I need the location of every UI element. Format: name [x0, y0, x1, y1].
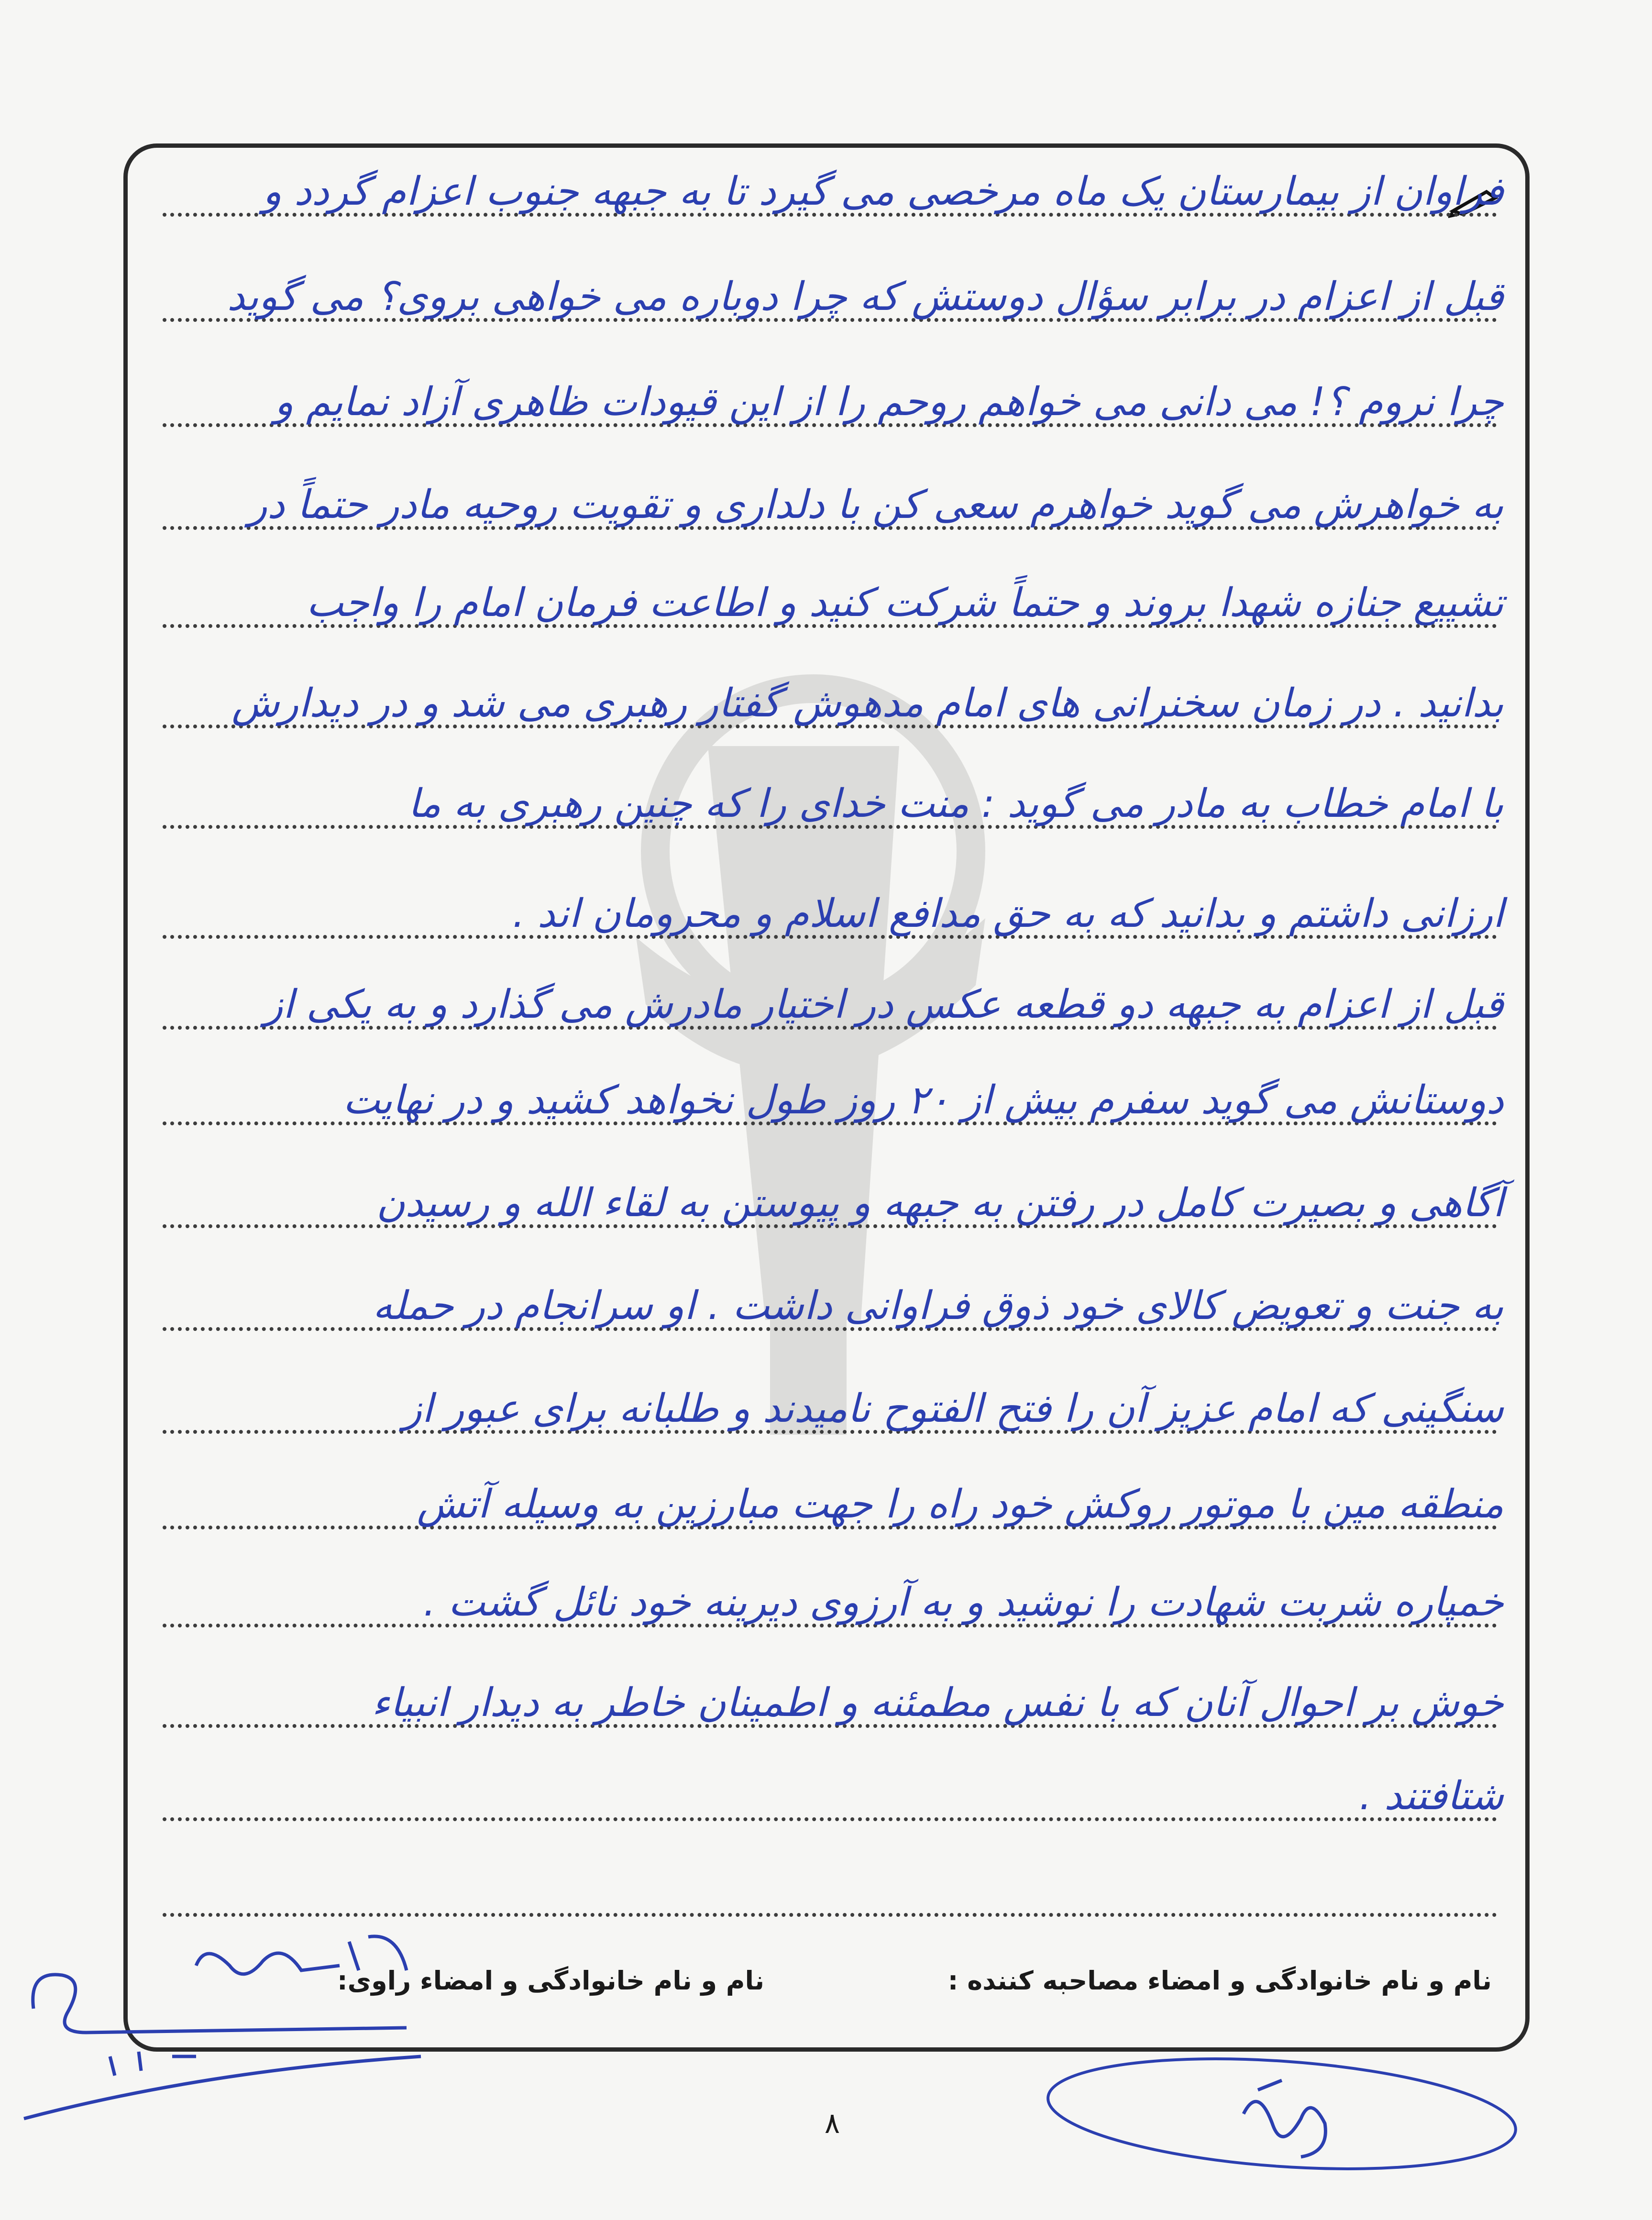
- handwritten-line: بدانید . در زمان سخنرانی های امام مدهوش گفتار رهبری می شد و در دیدارش: [231, 681, 1504, 726]
- handwritten-line: فراوان از بیمارستان یک ماه مرخصی می گیرد تا به جبهه جنوب اعزام گردد و: [263, 169, 1504, 214]
- handwritten-line: خمپاره شربت شهادت را نوشید و به آرزوی دیرینه خود نائل گشت .: [423, 1580, 1504, 1625]
- interviewer-signature: [1033, 2042, 1535, 2205]
- handwritten-line: دوستانش می گوید سفرم بیش از ۲۰ روز طول نخواهد کشید و در نهایت: [343, 1077, 1504, 1123]
- narrator-label: نام و نام خانوادگی و امضاء راوی:: [337, 1966, 765, 1996]
- handwritten-line: قبل از اعزام در برابر سؤال دوستش که چرا دوباره می خواهی بروی؟ می گوید: [227, 274, 1504, 319]
- rule-line: [163, 1817, 1497, 1821]
- handwritten-line: ارزانی داشتم و بدانید که به حق مدافع اسلام و محرومان اند .: [512, 891, 1504, 936]
- narrator-signature: [14, 1913, 426, 2128]
- handwritten-line: شتافتند .: [1359, 1773, 1504, 1819]
- interviewer-label: نام و نام خانوادگی و امضاء مصاحبه کننده :: [947, 1966, 1492, 1996]
- handwritten-line: منطقه مین با موتور روکش خود راه را جهت مبارزین به وسیله آتش: [417, 1482, 1504, 1527]
- handwritten-line: قبل از اعزام به جبهه دو قطعه عکس در اختیار مادرش می گذارد و به یکی از: [264, 982, 1504, 1027]
- handwritten-line: آگاهی و بصیرت کامل در رفتن به جبهه و پیوستن به لقاء الله و رسیدن: [376, 1180, 1504, 1226]
- handwritten-line: سنگینی که امام عزیز آن را فتح الفتوح نامیدند و طلبانه برای عبور از: [403, 1386, 1504, 1431]
- handwritten-line: تشییع جنازه شهدا بروند و حتماً شرکت کنید و اطاعت فرمان امام را واجب: [306, 580, 1504, 626]
- handwritten-line: با امام خطاب به مادر می گوید : منت خدای را که چنین رهبری به ما: [408, 781, 1504, 826]
- handwritten-line: خوش بر احوال آنان که با نفس مطمئنه و اطمینان خاطر به دیدار انبیاء: [372, 1680, 1504, 1725]
- handwritten-line: چرا نروم ؟! می دانی می خواهم روحم را از این قیودات ظاهری آزاد نمایم و: [274, 379, 1504, 425]
- page-number: ۸: [824, 2107, 840, 2140]
- handwritten-line: به جنت و تعویض کالای خود ذوق فراوانی داشت . او سرانجام در حمله: [373, 1283, 1504, 1329]
- handwritten-line: به خواهرش می گوید خواهرم سعی کن با دلداری و تقویت روحیه مادر حتماً در: [248, 482, 1504, 528]
